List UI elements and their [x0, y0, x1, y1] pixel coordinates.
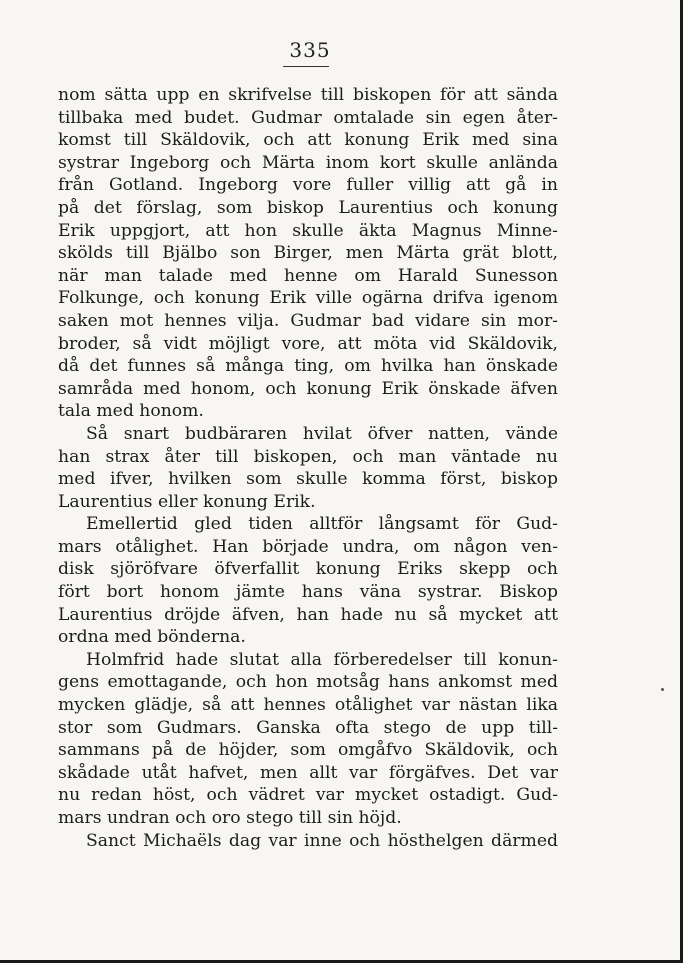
text-line: han strax åter till biskopen, och man väntade nu [58, 446, 558, 467]
text-line: när man talade med henne om Harald Sunesson [58, 265, 558, 286]
text-line: Holmfrid hade slutat alla förberedelser till konun- [86, 649, 558, 670]
text-line: Laurentius dröjde äfven, han hade nu så mycket att [58, 604, 558, 625]
text-line: från Gotland. Ingeborg vore fuller villig att gå in [58, 175, 558, 196]
text-line: Så snart budbäraren hvilat öfver natten, vände [86, 423, 558, 444]
text-line: disk sjöröfvare öfverfallit konung Eriks skepp och [58, 559, 558, 580]
text-line: saken mot hennes vilja. Gudmar bad vidare sin mor- [58, 310, 558, 331]
text-line: Folkunge, och konung Erik ville ogärna drifva igenom [58, 288, 558, 309]
text-line: mars otålighet. Han började undra, om någon ven- [58, 536, 558, 557]
text-line: stor som Gudmars. Ganska ofta stego de upp till- [58, 717, 558, 738]
paper-speck [661, 688, 664, 691]
text-line: då det funnes så många ting, om hvilka han önskade [58, 356, 558, 377]
text-line: ordna med bönderna. [58, 627, 246, 648]
page-number-rule [283, 66, 329, 67]
text-line: Emellertid gled tiden alltför långsamt för Gud- [86, 514, 558, 535]
text-line: broder, så vidt möjligt vore, att möta vid Skäldovik, [58, 333, 558, 354]
text-line: Sanct Michaëls dag var inne och hösthelgen därmed [86, 830, 558, 851]
text-line: tillbaka med budet. Gudmar omtalade sin egen åter- [58, 107, 558, 128]
text-line: fört bort honom jämte hans väna systrar. Biskop [58, 582, 558, 603]
text-line: med ifver, hvilken som skulle komma först, biskop [58, 469, 558, 490]
text-line: systrar Ingeborg och Märta inom kort skulle anlända [58, 152, 558, 173]
text-line: komst till Skäldovik, och att konung Erik med sina [58, 130, 558, 151]
text-line: nu redan höst, och vädret var mycket ostadigt. Gud- [58, 785, 558, 806]
text-line: på det förslag, som biskop Laurentius och konung [58, 197, 558, 218]
text-line: tala med honom. [58, 401, 204, 422]
text-line: mars undran och oro stego till sin höjd. [58, 808, 402, 828]
text-line: samråda med honom, och konung Erik önskade äfven [58, 378, 558, 399]
page-number: 335 [289, 38, 331, 62]
body-text [58, 84, 558, 852]
text-line: skölds till Bjälbo son Birger, men Märta grät blott, [58, 243, 558, 264]
text-line: Laurentius eller konung Erik. [58, 491, 316, 512]
text-line: mycken glädje, så att hennes otålighet var nästan lika [58, 695, 558, 716]
text-line: skådade utåt hafvet, men allt var förgäfves. Det var [58, 762, 558, 783]
text-line: sammans på de höjder, som omgåfvo Skäldovik, och [58, 740, 558, 761]
text-line: Erik uppgjort, att hon skulle äkta Magnus Minne- [58, 220, 558, 241]
text-line: gens emottagande, och hon motsåg hans ankomst med [58, 672, 558, 693]
text-line: nom sätta upp en skrifvelse till biskopen för att sända [58, 85, 558, 105]
